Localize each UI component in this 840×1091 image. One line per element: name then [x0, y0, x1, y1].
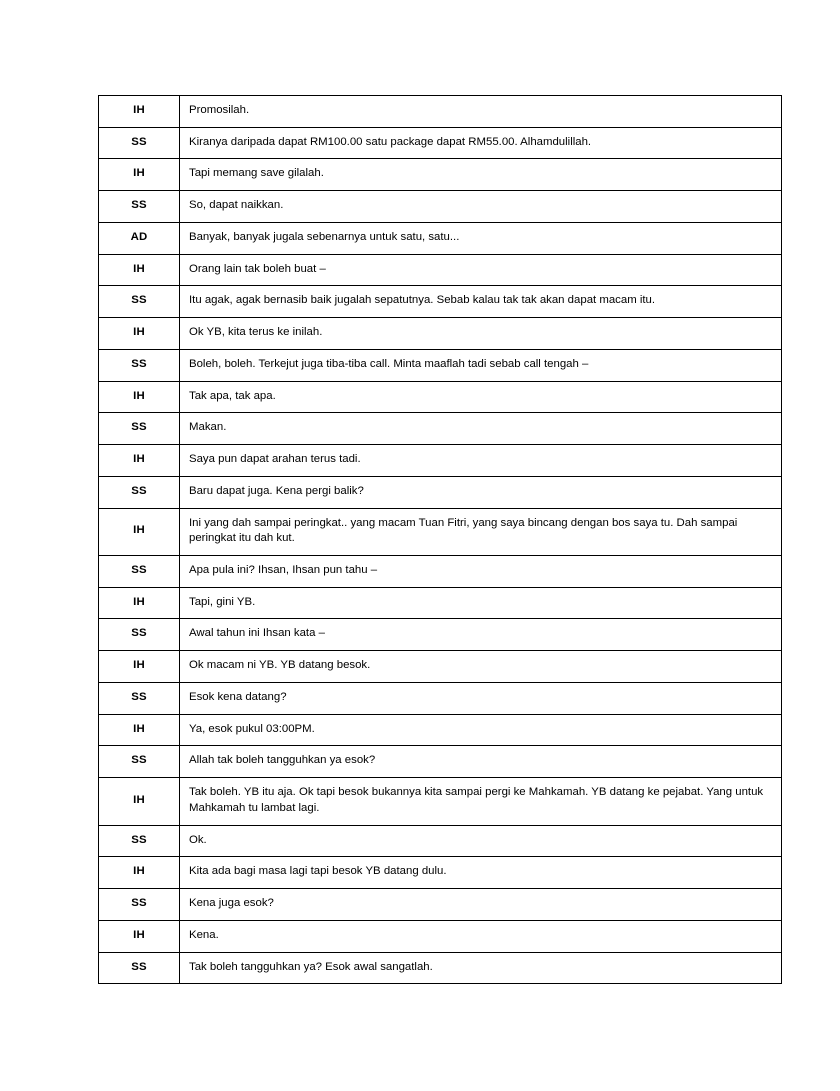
dialogue-cell: Tapi memang save gilalah.	[180, 159, 782, 191]
table-row	[99, 413, 782, 445]
dialogue-cell: Tak boleh. YB itu aja. Ok tapi besok bukannya kita sampai pergi ke Mahkamah. YB datang ke pejabat. Yang untuk Mahkamah tu lambat lagi.	[180, 778, 782, 825]
dialogue-cell: Tapi, gini YB.	[180, 587, 782, 619]
speaker-cell: SS	[99, 413, 180, 445]
dialogue-cell: Kena.	[180, 920, 782, 952]
table-row	[99, 191, 782, 223]
dialogue-cell: Promosilah.	[180, 96, 782, 128]
table-row	[99, 318, 782, 350]
dialogue-cell: Ini yang dah sampai peringkat.. yang macam Tuan Fitri, yang saya bincang dengan bos saya tu. Dah sampai peringkat itu dah kut.	[180, 508, 782, 555]
speaker-cell: IH	[99, 318, 180, 350]
speaker-cell: SS	[99, 286, 180, 318]
speaker-cell: SS	[99, 191, 180, 223]
speaker-cell: SS	[99, 952, 180, 984]
table-row	[99, 476, 782, 508]
dialogue-cell: Orang lain tak boleh buat –	[180, 254, 782, 286]
dialogue-cell: Awal tahun ini Ihsan kata –	[180, 619, 782, 651]
dialogue-cell: Ya, esok pukul 03:00PM.	[180, 714, 782, 746]
table-row	[99, 349, 782, 381]
speaker-cell: IH	[99, 920, 180, 952]
speaker-cell: AD	[99, 222, 180, 254]
speaker-cell: IH	[99, 254, 180, 286]
speaker-cell: IH	[99, 508, 180, 555]
table-row	[99, 159, 782, 191]
speaker-cell: SS	[99, 349, 180, 381]
speaker-cell: IH	[99, 587, 180, 619]
dialogue-cell: Kiranya daripada dapat RM100.00 satu package dapat RM55.00. Alhamdulillah.	[180, 127, 782, 159]
dialogue-cell: Kena juga esok?	[180, 889, 782, 921]
speaker-cell: SS	[99, 476, 180, 508]
table-row	[99, 222, 782, 254]
speaker-cell: SS	[99, 556, 180, 588]
speaker-cell: IH	[99, 96, 180, 128]
speaker-cell: SS	[99, 682, 180, 714]
dialogue-cell: Esok kena datang?	[180, 682, 782, 714]
table-row	[99, 746, 782, 778]
table-row	[99, 508, 782, 555]
dialogue-cell: Banyak, banyak jugala sebenarnya untuk satu, satu...	[180, 222, 782, 254]
table-row	[99, 778, 782, 825]
table-row	[99, 556, 782, 588]
dialogue-cell: Saya pun dapat arahan terus tadi.	[180, 445, 782, 477]
dialogue-cell: Baru dapat juga. Kena pergi balik?	[180, 476, 782, 508]
table-row	[99, 857, 782, 889]
dialogue-cell: Tak apa, tak apa.	[180, 381, 782, 413]
table-row	[99, 682, 782, 714]
table-row	[99, 920, 782, 952]
table-row	[99, 381, 782, 413]
dialogue-cell: Tak boleh tangguhkan ya? Esok awal sangatlah.	[180, 952, 782, 984]
speaker-cell: IH	[99, 159, 180, 191]
speaker-cell: IH	[99, 714, 180, 746]
dialogue-cell: Boleh, boleh. Terkejut juga tiba-tiba call. Minta maaflah tadi sebab call tengah –	[180, 349, 782, 381]
table-row	[99, 651, 782, 683]
speaker-cell: SS	[99, 127, 180, 159]
table-row	[99, 889, 782, 921]
table-row	[99, 96, 782, 128]
dialogue-cell: Ok.	[180, 825, 782, 857]
speaker-cell: SS	[99, 746, 180, 778]
table-row	[99, 619, 782, 651]
transcript-body	[99, 96, 782, 984]
table-row	[99, 445, 782, 477]
table-row	[99, 714, 782, 746]
speaker-cell: SS	[99, 619, 180, 651]
dialogue-cell: Makan.	[180, 413, 782, 445]
speaker-cell: IH	[99, 651, 180, 683]
table-row	[99, 127, 782, 159]
transcript-table	[98, 95, 782, 984]
speaker-cell: IH	[99, 445, 180, 477]
dialogue-cell: Apa pula ini? Ihsan, Ihsan pun tahu –	[180, 556, 782, 588]
dialogue-cell: Kita ada bagi masa lagi tapi besok YB datang dulu.	[180, 857, 782, 889]
speaker-cell: SS	[99, 825, 180, 857]
dialogue-cell: Ok YB, kita terus ke inilah.	[180, 318, 782, 350]
dialogue-cell: Ok macam ni YB. YB datang besok.	[180, 651, 782, 683]
speaker-cell: IH	[99, 778, 180, 825]
dialogue-cell: So, dapat naikkan.	[180, 191, 782, 223]
table-row	[99, 286, 782, 318]
table-row	[99, 825, 782, 857]
dialogue-cell: Allah tak boleh tangguhkan ya esok?	[180, 746, 782, 778]
speaker-cell: SS	[99, 889, 180, 921]
dialogue-cell: Itu agak, agak bernasib baik jugalah sepatutnya. Sebab kalau tak tak akan dapat macam itu.	[180, 286, 782, 318]
speaker-cell: IH	[99, 381, 180, 413]
speaker-cell: IH	[99, 857, 180, 889]
table-row	[99, 587, 782, 619]
table-row	[99, 952, 782, 984]
table-row	[99, 254, 782, 286]
